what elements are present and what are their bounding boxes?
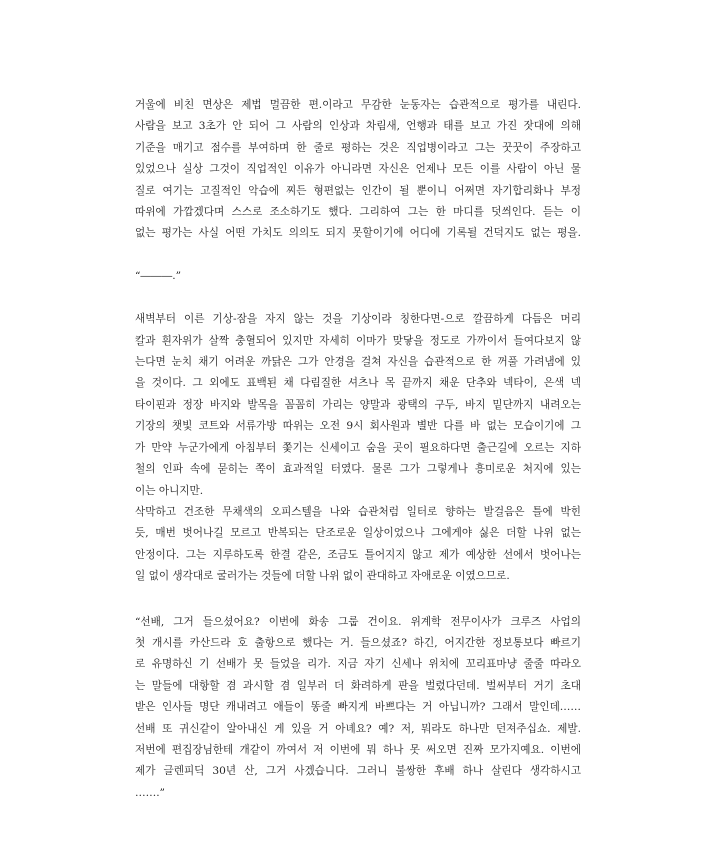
text-line: 안정이다. 그는 지루하도록 한결 같은, 조금도 틀어지지 않고 제가 예상한 선에서 벗어나는 [135, 548, 581, 561]
text-line: 받은 인사들 명단 캐내려고 애들이 똥줄 빠지게 바쁘다는 거 아닙니까? 그래서 말인데…… [135, 701, 581, 714]
text-line: 있었으나 실상 그것이 직업적인 이유가 아니라면 자신은 언제나 모든 이를 사람이 아닌 물 [135, 163, 581, 176]
text-line: 철의 인파 속에 묻히는 쪽이 효과적일 터였다. 물론 그가 그렇게나 흥미로운 처지에 있는 [135, 463, 581, 476]
text-line: 삭막하고 건조한 무채색의 오피스텔을 나와 습관처럼 일터로 향하는 발걸음은 틀에 박힌 [135, 505, 581, 518]
text-line: 일 없이 생각대로 굴러가는 것들에 더할 나위 없이 관대하고 자애로운 이였으므로. [135, 570, 510, 583]
paragraph-spacer [135, 287, 581, 309]
text-line: 기장의 챗빛 코트와 서류가방 따위는 오전 9시 회사원과 별반 다를 바 없는 모습이기에 그 [135, 420, 581, 433]
text-line: 제가 글렌피딕 30년 산, 그거 사겠습니다. 그러니 불쌍한 후배 하나 살린다 생각하시고 [135, 765, 581, 778]
text-line: 칼과 흰자위가 살짝 충혈되어 있지만 자세히 이마가 맞닿을 정도로 가까이서 들여다보지 않 [135, 334, 581, 347]
text-line: 는다면 눈치 채기 어려운 까닭은 그가 안경을 걸쳐 자신을 습관적으로 한 꺼풀 가려냄에 있 [135, 356, 581, 369]
text-line: 가 만약 누군가에게 아침부터 쫓기는 신세이고 숨을 곳이 필요하다면 출근길에 오르는 지하 [135, 441, 581, 454]
paragraph-morning [135, 309, 581, 502]
text-line: 로 유명하신 기 선배가 못 들었을 리가. 지금 자기 신세나 위치에 꼬리표마냥 줄줄 따라오 [135, 658, 581, 671]
text-line: “선배, 그거 들으셨어요? 이번에 화송 그룹 건이요. 위계학 전무이사가 크루즈 사업의 [135, 615, 581, 628]
text-line: …….” [135, 786, 165, 799]
text-line: “―――.” [135, 269, 181, 282]
text-line: 첫 개시를 카산드라 호 출항으로 했다는 거. 들으셨죠? 하긴, 어지간한 정보통보다 빠르기 [135, 636, 581, 649]
text-line: 는 말들에 대항할 겸 과시할 겸 일부러 더 화려하게 판을 벌렸다던데. 벌써부터 거기 초대 [135, 679, 581, 692]
text-line: 선배 또 귀신같이 알아내신 게 있을 거 아녜요? 예? 저, 뭐라도 하나만 던져주십쇼. 제발. [135, 722, 581, 735]
paragraph-spacer [135, 245, 581, 266]
text-line: 듯, 매번 벗어나길 모르고 반복되는 단조로운 일상이었으나 그에게야 싫은 더할 나위 없는 [135, 527, 581, 540]
text-line: 질로 여기는 고질적인 악습에 찌든 형편없는 인간이 될 뿐이니 어쩌면 자기합리화나 부정 [135, 184, 581, 197]
document-page [135, 95, 581, 804]
paragraph-mirror [135, 95, 581, 245]
text-line: 사람을 보고 3초가 안 되어 그 사람의 인상과 차림새, 언행과 태를 보고 가진 잣대에 의해 [135, 120, 581, 133]
text-line: 없는 평가는 사실 어떤 가치도 의의도 되지 못할이기에 어디에 기록될 건덕지도 없는 평을. [135, 227, 581, 240]
text-line: 타이핀과 정장 바지와 발목을 꼼꼼히 가리는 양말과 광택의 구두, 바지 밑단까지 내려오는 [135, 398, 581, 411]
text-line: 기준을 매기고 점수를 부여하며 한 줄로 평하는 것은 직업병이라고 그는 꿋꿋이 주장하고 [135, 141, 581, 154]
text-line: 이는 아니지만. [135, 484, 204, 497]
text-line: 거울에 비친 면상은 제법 멀끔한 편.이라고 무감한 눈동자는 습관적으로 평가를 내린다. [135, 99, 581, 111]
text-line: 따위에 가깝겠다며 스스로 조소하기도 했다. 그리하여 그는 한 마디를 덧씌인다. 듣는 이 [135, 206, 581, 219]
paragraph-dialogue-dash [135, 266, 581, 287]
paragraph-spacer [135, 588, 581, 612]
text-line: 새벽부터 이른 기상-잠을 자지 않는 것을 기상이라 칭한다면-으로 깔끔하게 다듬은 머리 [135, 313, 581, 326]
paragraph-office [135, 502, 581, 588]
text-line: 저번에 편집장님한테 개같이 까여서 저 이번에 뭐 하나 못 써오면 진짜 모가지예요. 이번에 [135, 743, 581, 756]
text-line: 을 것이다. 그 외에도 표백된 채 다림질한 셔츠나 목 끝까지 채운 단추와 넥타이, 은색 넥 [135, 377, 581, 390]
paragraph-junior-dialogue [135, 612, 581, 805]
